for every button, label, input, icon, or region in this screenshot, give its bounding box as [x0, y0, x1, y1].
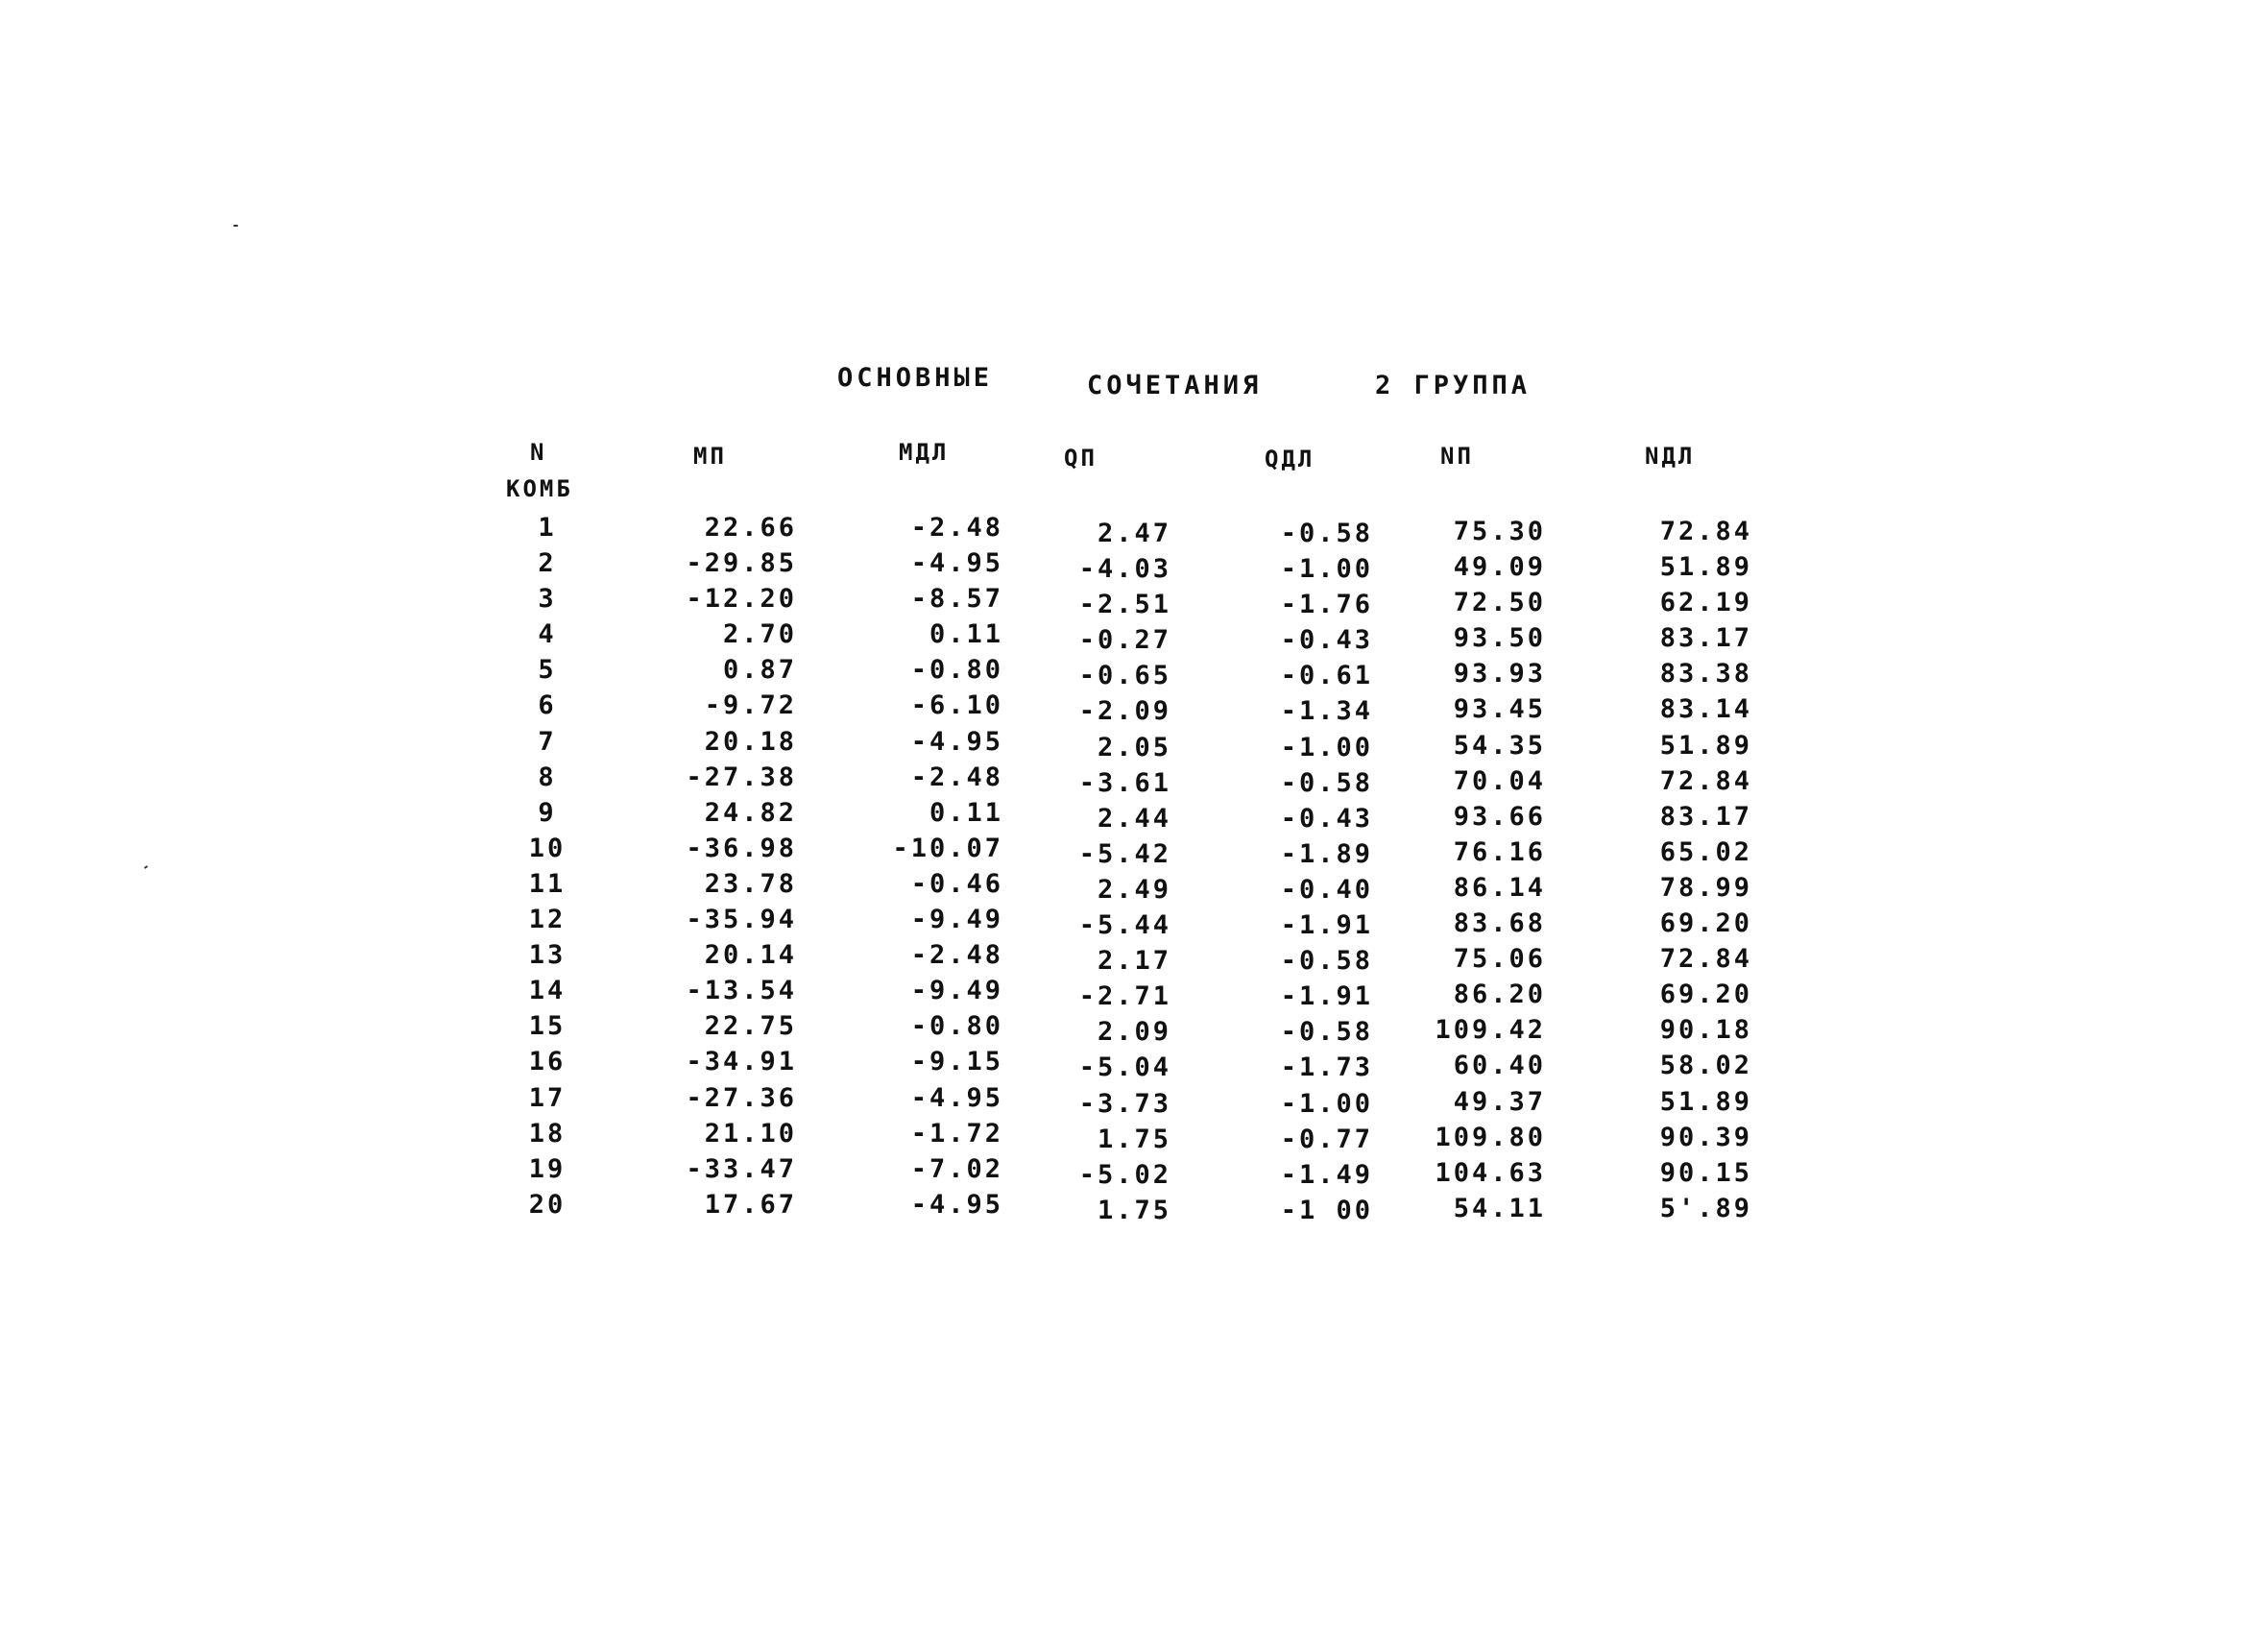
title-part-2: СОЧЕТАНИЯ: [1087, 371, 1263, 400]
cell-qdl: -1.73: [1280, 1052, 1373, 1083]
cell-ndl: 69.20: [1659, 908, 1752, 939]
cell-n: 4: [538, 619, 557, 650]
table-row: [0, 690, 2268, 726]
cell-n: 6: [538, 690, 557, 721]
cell-qp: 1.75: [1097, 1195, 1171, 1225]
table-row: [0, 1154, 2268, 1190]
cell-qp: 2.47: [1097, 519, 1171, 548]
cell-mdl: -2.48: [910, 762, 1003, 792]
cell-np: 109.42: [1435, 1015, 1546, 1046]
cell-ndl: 62.19: [1659, 588, 1752, 618]
cell-qdl: -0.58: [1280, 519, 1373, 548]
cell-ndl: 90.15: [1659, 1157, 1752, 1188]
cell-qp: -5.04: [1078, 1052, 1171, 1083]
cell-mdl: -2.48: [910, 940, 1003, 971]
cell-qdl: -0.40: [1280, 874, 1373, 905]
cell-qdl: -0.43: [1280, 625, 1373, 656]
cell-mp: 22.66: [704, 513, 797, 543]
cell-n: 17: [528, 1082, 567, 1113]
cell-np: 86.20: [1453, 980, 1546, 1010]
cell-qp: -3.61: [1078, 767, 1171, 798]
cell-mp: -36.98: [686, 833, 797, 863]
cell-qdl: -1.00: [1280, 554, 1373, 585]
cell-mdl: -8.57: [910, 584, 1003, 615]
cell-n: 9: [538, 797, 557, 828]
cell-mdl: -4.95: [910, 726, 1003, 757]
cell-mdl: 0.11: [929, 619, 1003, 650]
table-row: [0, 869, 2268, 905]
cell-np: 49.37: [1453, 1086, 1546, 1117]
cell-mdl: -6.10: [910, 690, 1003, 721]
cell-np: 54.35: [1453, 730, 1546, 761]
cell-np: 83.68: [1453, 908, 1546, 939]
cell-mp: 0.87: [722, 655, 797, 686]
cell-qdl: -0.58: [1280, 1017, 1373, 1048]
cell-qdl: -1.89: [1280, 838, 1373, 869]
cell-mdl: -9.49: [910, 976, 1003, 1006]
scan-speck: [233, 225, 238, 227]
cell-ndl: 83.17: [1659, 801, 1752, 832]
cell-ndl: 72.84: [1659, 517, 1752, 546]
cell-qp: -0.65: [1078, 661, 1171, 691]
cell-ndl: 51.89: [1659, 730, 1752, 761]
cell-qp: -2.09: [1078, 696, 1171, 727]
cell-ndl: 90.18: [1659, 1015, 1752, 1046]
cell-np: 60.40: [1453, 1051, 1546, 1081]
cell-mp: 21.10: [704, 1118, 797, 1149]
header-mdl: МДЛ: [899, 439, 950, 466]
table-row: [0, 762, 2268, 798]
cell-mdl: -2.48: [910, 513, 1003, 543]
cell-qp: -4.03: [1078, 554, 1171, 585]
cell-qp: 2.17: [1097, 946, 1171, 977]
header-qp: QП: [1064, 445, 1098, 472]
cell-mp: 23.78: [704, 868, 797, 899]
cell-mp: -12.20: [686, 584, 797, 615]
table-row: [0, 976, 2268, 1011]
cell-n: 11: [528, 868, 567, 899]
cell-qdl: -1.49: [1280, 1159, 1373, 1190]
title-part-3: 2 ГРУППА: [1375, 371, 1532, 400]
table-row: [0, 513, 2268, 548]
cell-mdl: -1.72: [910, 1118, 1003, 1149]
table-title: [0, 363, 2268, 401]
cell-np: 109.80: [1435, 1122, 1546, 1152]
cell-qp: -0.27: [1078, 625, 1171, 656]
cell-mdl: -10.07: [892, 833, 1003, 863]
cell-ndl: 65.02: [1659, 836, 1752, 867]
cell-np: 70.04: [1453, 765, 1546, 796]
cell-mp: -27.38: [686, 762, 797, 792]
cell-np: 76.16: [1453, 836, 1546, 867]
cell-ndl: 5'.89: [1659, 1193, 1752, 1223]
cell-qdl: -1.00: [1280, 732, 1373, 762]
cell-mdl: -0.46: [910, 868, 1003, 899]
cell-mp: -33.47: [686, 1153, 797, 1184]
cell-np: 86.14: [1453, 872, 1546, 903]
cell-ndl: 51.89: [1659, 1086, 1752, 1117]
cell-np: 104.63: [1435, 1157, 1546, 1188]
title-part-1: ОСНОВНЫЕ: [837, 363, 994, 393]
cell-qdl: -0.58: [1280, 767, 1373, 798]
cell-qp: 2.44: [1097, 803, 1171, 834]
cell-ndl: 72.84: [1659, 765, 1752, 796]
table-row: [0, 1190, 2268, 1225]
cell-mp: -34.91: [686, 1047, 797, 1077]
cell-qp: -2.51: [1078, 590, 1171, 620]
table-row: [0, 905, 2268, 940]
cell-ndl: 58.02: [1659, 1051, 1752, 1081]
table-row: [0, 1083, 2268, 1119]
cell-mp: -9.72: [704, 690, 797, 721]
cell-mp: -29.85: [686, 548, 797, 579]
cell-qp: -5.44: [1078, 910, 1171, 941]
cell-n: 5: [538, 655, 557, 686]
cell-mp: 17.67: [704, 1189, 797, 1220]
cell-ndl: 83.38: [1659, 659, 1752, 689]
header-n: N: [530, 439, 547, 466]
table-row: [0, 727, 2268, 762]
cell-n: 12: [528, 905, 567, 935]
cell-n: 7: [538, 726, 557, 757]
cell-ndl: 83.17: [1659, 623, 1752, 654]
cell-ndl: 78.99: [1659, 872, 1752, 903]
cell-mp: 24.82: [704, 797, 797, 828]
table-row: [0, 1011, 2268, 1047]
cell-mp: 22.75: [704, 1011, 797, 1042]
header-np: NП: [1440, 443, 1474, 470]
cell-n: 3: [538, 584, 557, 615]
cell-qdl: -0.43: [1280, 803, 1373, 834]
cell-qp: -3.73: [1078, 1088, 1171, 1119]
cell-np: 75.30: [1453, 517, 1546, 546]
cell-mdl: -4.95: [910, 1189, 1003, 1220]
table-row: [0, 1119, 2268, 1154]
cell-qdl: -0.58: [1280, 946, 1373, 977]
cell-n: 1: [538, 513, 557, 543]
table-row: [0, 619, 2268, 655]
cell-mdl: -0.80: [910, 1011, 1003, 1042]
cell-qdl: -0.77: [1280, 1124, 1373, 1154]
cell-n: 18: [528, 1118, 567, 1149]
table-row: [0, 655, 2268, 690]
cell-qp: -2.71: [1078, 981, 1171, 1012]
cell-n: 8: [538, 762, 557, 792]
cell-np: 93.93: [1453, 659, 1546, 689]
cell-np: 93.66: [1453, 801, 1546, 832]
table-row: [0, 940, 2268, 976]
table-row: [0, 834, 2268, 869]
cell-mdl: -9.49: [910, 905, 1003, 935]
cell-ndl: 51.89: [1659, 552, 1752, 583]
table-row: [0, 584, 2268, 619]
cell-mp: -27.36: [686, 1082, 797, 1113]
table-row: [0, 798, 2268, 834]
table-row: [0, 548, 2268, 584]
cell-qp: -5.02: [1078, 1159, 1171, 1190]
cell-n: 19: [528, 1153, 567, 1184]
cell-np: 49.09: [1453, 552, 1546, 583]
cell-ndl: 69.20: [1659, 980, 1752, 1010]
cell-np: 72.50: [1453, 588, 1546, 618]
cell-qp: 1.75: [1097, 1124, 1171, 1154]
cell-mp: -13.54: [686, 976, 797, 1006]
header-ndl: NДЛ: [1645, 443, 1696, 470]
table-body: [0, 513, 2268, 1225]
table-row: [0, 1047, 2268, 1082]
cell-mdl: -7.02: [910, 1153, 1003, 1184]
cell-mdl: -4.95: [910, 548, 1003, 579]
cell-np: 54.11: [1453, 1193, 1546, 1223]
cell-np: 93.45: [1453, 694, 1546, 725]
cell-mp: 2.70: [722, 619, 797, 650]
header-qdl: QДЛ: [1265, 446, 1315, 472]
cell-mdl: 0.11: [929, 797, 1003, 828]
header-mp: МП: [693, 443, 727, 470]
cell-qdl: -1.00: [1280, 1088, 1373, 1119]
cell-mp: -35.94: [686, 905, 797, 935]
cell-np: 75.06: [1453, 944, 1546, 975]
cell-n: 15: [528, 1011, 567, 1042]
cell-n: 13: [528, 940, 567, 971]
header-komb: КОМБ: [506, 475, 573, 502]
cell-np: 93.50: [1453, 623, 1546, 654]
cell-ndl: 90.39: [1659, 1122, 1752, 1152]
cell-mp: 20.14: [704, 940, 797, 971]
cell-n: 14: [528, 976, 567, 1006]
cell-qdl: -0.61: [1280, 661, 1373, 691]
cell-qp: -5.42: [1078, 838, 1171, 869]
cell-ndl: 83.14: [1659, 694, 1752, 725]
cell-qp: 2.49: [1097, 874, 1171, 905]
cell-ndl: 72.84: [1659, 944, 1752, 975]
cell-mp: 20.18: [704, 726, 797, 757]
cell-qp: 2.09: [1097, 1017, 1171, 1048]
cell-qdl: -1.34: [1280, 696, 1373, 727]
cell-n: 20: [528, 1189, 567, 1220]
cell-mdl: -9.15: [910, 1047, 1003, 1077]
cell-mdl: -0.80: [910, 655, 1003, 686]
table-header: [0, 437, 2268, 514]
cell-qp: 2.05: [1097, 732, 1171, 762]
cell-n: 16: [528, 1047, 567, 1077]
cell-n: 2: [538, 548, 557, 579]
cell-mdl: -4.95: [910, 1082, 1003, 1113]
cell-qdl: -1.76: [1280, 590, 1373, 620]
cell-qdl: -1 00: [1280, 1195, 1373, 1225]
cell-n: 10: [528, 833, 567, 863]
cell-qdl: -1.91: [1280, 910, 1373, 941]
cell-qdl: -1.91: [1280, 981, 1373, 1012]
